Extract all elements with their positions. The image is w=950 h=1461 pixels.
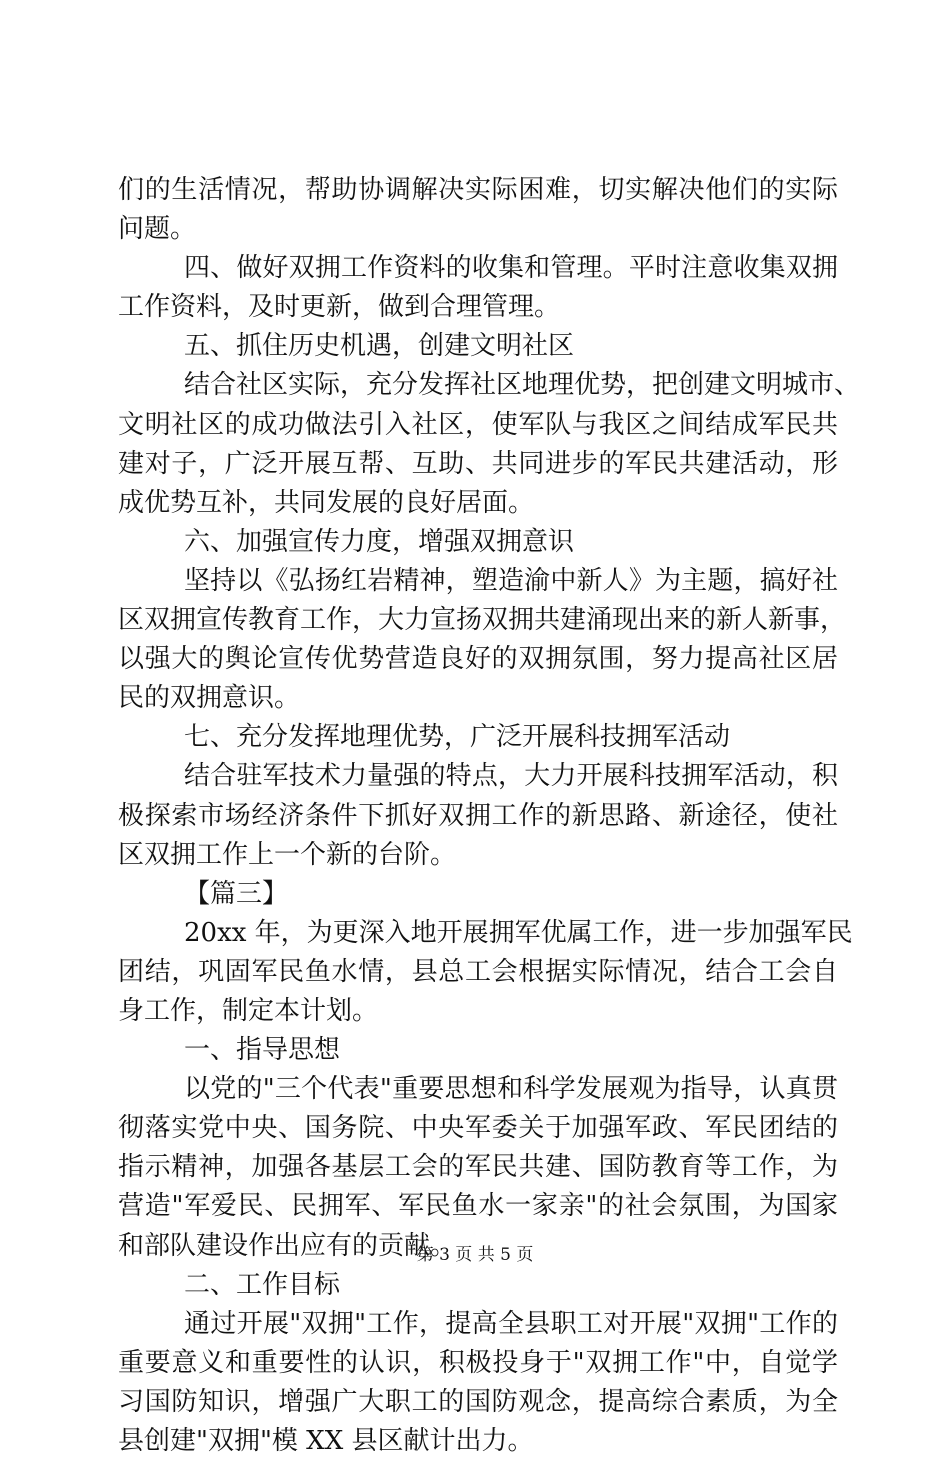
text-line: 【篇三】 [184, 878, 289, 909]
text-line: 结合社区实际，充分发挥社区地理优势，把创建文明城市、 [184, 370, 861, 401]
text-line: 四、做好双拥工作资料的收集和管理。平时注意收集双拥 [184, 253, 838, 284]
text-line: 彻落实党中央、国务院、中央军委关于加强军政、军民团结的 [118, 1113, 838, 1144]
text-line: 和部队建设作出应有的贡献。 [118, 1230, 457, 1261]
text-line: 区双拥工作上一个新的台阶。 [118, 839, 457, 870]
text-line: 民的双拥意识。 [118, 683, 301, 714]
text-line: 工作资料，及时更新，做到合理管理。 [118, 292, 561, 323]
text-line: 营造"军爱民、民拥军、军民鱼水一家亲"的社会氛围，为国家 [118, 1191, 838, 1222]
text-line: 一、指导思想 [184, 1035, 341, 1066]
text-line: 重要意义和重要性的认识，积极投身于"双拥工作"中，自觉学 [118, 1347, 838, 1378]
text-line: 通过开展"双拥"工作，提高全县职工对开展"双拥"工作的 [184, 1308, 838, 1339]
text-line: 二、工作目标 [184, 1269, 341, 1300]
text-line: 20xx 年，为更深入地开展拥军优属工作，进一步加强军民 [184, 917, 853, 948]
text-line: 建对子，广泛开展互帮、互助、共同进步的军民共建活动，形 [118, 448, 838, 479]
text-line: 七、充分发挥地理优势，广泛开展科技拥军活动 [184, 722, 731, 753]
text-line: 问题。 [118, 214, 197, 245]
text-line: 六、加强宣传力度，增强双拥意识 [184, 526, 575, 557]
text-line: 坚持以《弘扬红岩精神，塑造渝中新人》为主题，搞好社 [184, 565, 838, 596]
text-line: 指示精神，加强各基层工会的军民共建、国防教育等工作，为 [118, 1152, 838, 1183]
body-text [118, 171, 861, 1461]
text-line: 极探索市场经济条件下抓好双拥工作的新思路、新途径，使社 [118, 800, 838, 831]
text-line: 文明社区的成功做法引入社区，使军队与我区之间结成军民共 [118, 409, 838, 440]
text-line: 结合驻军技术力量强的特点，大力开展科技拥军活动，积 [184, 761, 838, 792]
page-footer: 第 3 页 共 5 页 [416, 1245, 534, 1265]
text-line: 们的生活情况，帮助协调解决实际困难，切实解决他们的实际 [118, 175, 838, 205]
text-line: 身工作，制定本计划。 [118, 995, 379, 1026]
text-line: 以强大的舆论宣传优势营造良好的双拥氛围，努力提高社区居 [118, 644, 838, 675]
text-line: 习国防知识，增强广大职工的国防观念，提高综合素质，为全 [118, 1386, 838, 1417]
text-line: 五、抓住历史机遇，创建文明社区 [184, 331, 575, 362]
text-line: 县创建"双拥"模 XX 县区献计出力。 [118, 1426, 534, 1456]
text-line: 团结，巩固军民鱼水情，县总工会根据实际情况，结合工会自 [118, 956, 838, 987]
text-line: 以党的"三个代表"重要思想和科学发展观为指导，认真贯 [184, 1074, 838, 1105]
text-line: 成优势互补，共同发展的良好居面。 [118, 487, 535, 518]
text-line: 区双拥宣传教育工作，大力宣扬双拥共建涌现出来的新人新事， [118, 605, 847, 636]
